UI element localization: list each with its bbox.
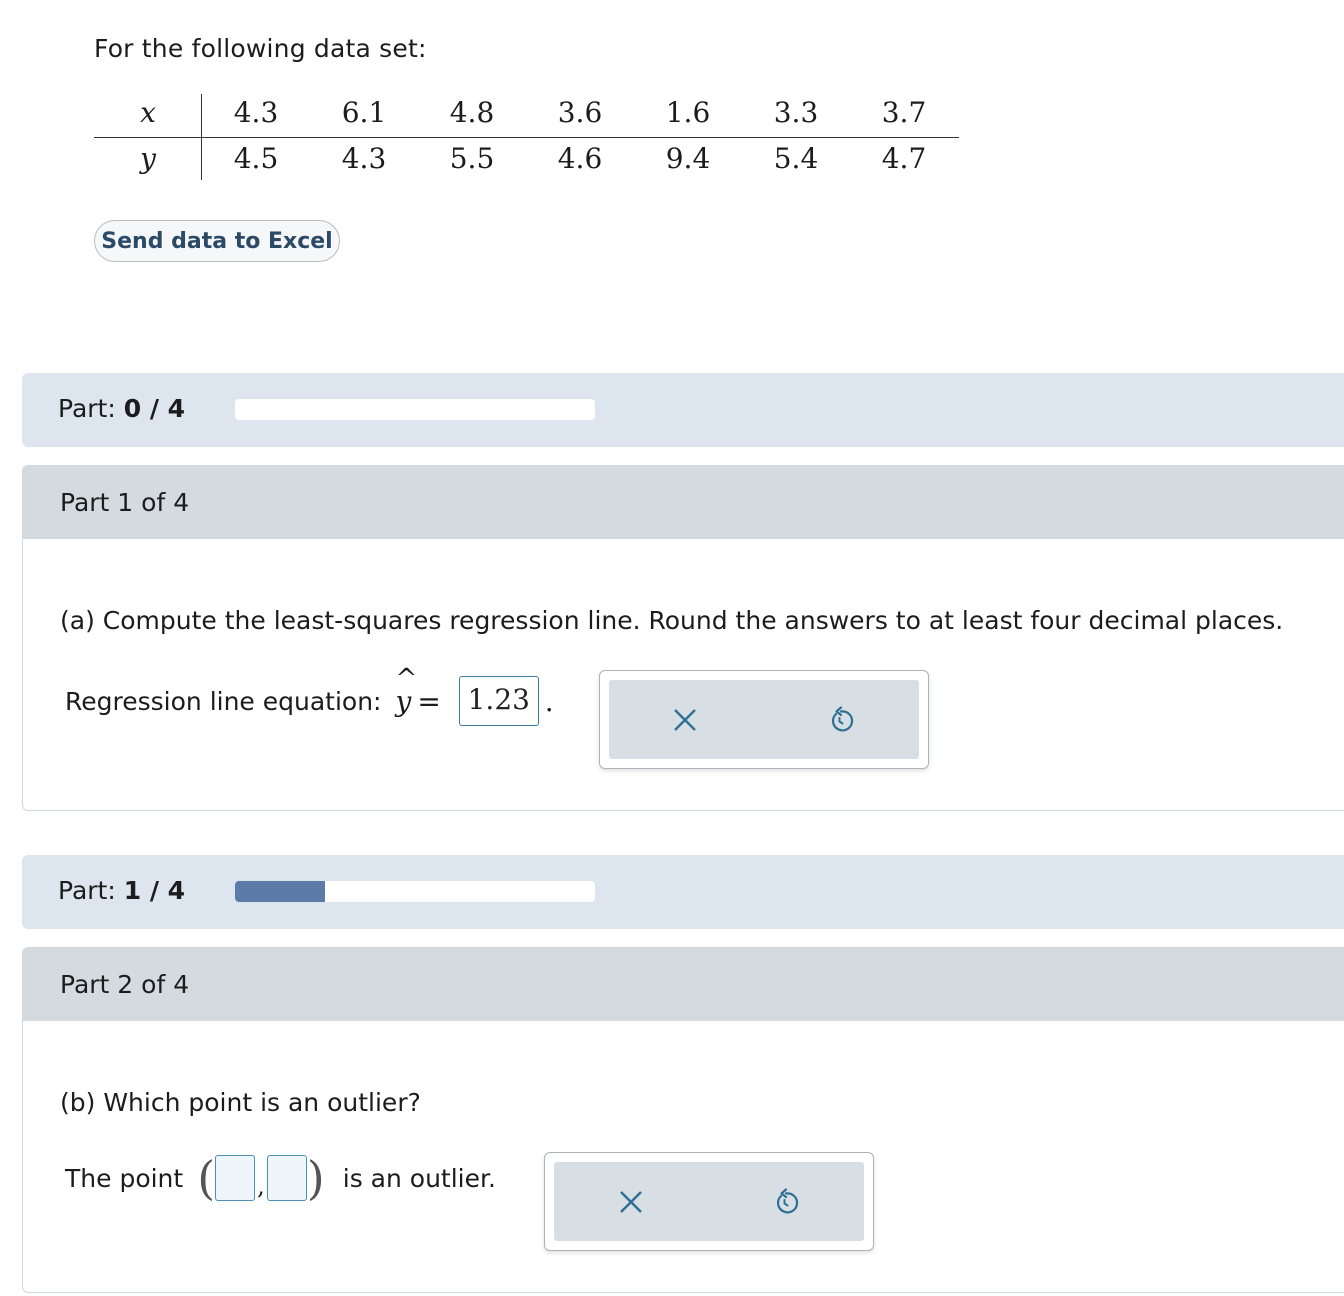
progress-label-text: Part: (58, 876, 116, 905)
equals-sign: = (417, 684, 441, 718)
regression-equation (65, 663, 554, 726)
progress-bar (235, 399, 595, 420)
y-value: 5.5 (449, 142, 495, 175)
question-text: (b) Which point is an outlier? (60, 1088, 421, 1117)
regression-answer-input[interactable]: 1.23 (459, 676, 539, 726)
y-value: 4.6 (557, 142, 603, 175)
answer-tools-inner (609, 680, 919, 759)
intro-text: For the following data set: (94, 34, 427, 63)
x-value: 4.8 (449, 96, 495, 129)
x-value: 3.6 (557, 96, 603, 129)
point-y-input[interactable] (267, 1155, 307, 1201)
send-to-excel-button[interactable]: Send data to Excel (94, 220, 340, 262)
y-value: 4.3 (341, 142, 387, 175)
undo-icon[interactable] (772, 1188, 800, 1216)
x-value: 3.7 (881, 96, 927, 129)
data-table (94, 94, 959, 182)
y-value: 4.5 (233, 142, 279, 175)
y-value: 5.4 (773, 142, 819, 175)
y-value: 9.4 (665, 142, 711, 175)
undo-icon[interactable] (827, 706, 855, 734)
part-title: Part 1 of 4 (60, 488, 190, 517)
x-value: 4.3 (233, 96, 279, 129)
comma: , (257, 1172, 265, 1200)
point-suffix: is an outlier. (342, 1163, 496, 1193)
part-title: Part 2 of 4 (60, 970, 190, 999)
table-divider-horizontal (94, 137, 959, 138)
x-value: 6.1 (341, 96, 387, 129)
y-label: y (140, 142, 156, 175)
point-x-input[interactable] (215, 1155, 255, 1201)
hat-icon: ^ (395, 663, 418, 694)
close-paren: ) (306, 1151, 325, 1205)
progress-value: 0 / 4 (123, 394, 186, 423)
progress-value: 1 / 4 (123, 876, 186, 905)
progress-bar (235, 881, 595, 902)
progress-bar-fill (235, 881, 325, 902)
x-value: 3.3 (773, 96, 819, 129)
progress-label-text: Part: (58, 394, 116, 423)
part-header (23, 948, 1344, 1021)
y-hat-symbol (395, 663, 418, 718)
answer-tools-panel (544, 1152, 874, 1251)
progress-label (58, 876, 185, 905)
period: . (544, 684, 554, 718)
part-header (23, 466, 1344, 539)
x-value: 1.6 (665, 96, 711, 129)
x-icon[interactable] (618, 1189, 644, 1215)
open-paren: ( (197, 1151, 216, 1205)
x-icon[interactable] (672, 707, 698, 733)
outlier-point-answer (65, 1151, 496, 1205)
progress-band (22, 373, 1344, 447)
y-value: 4.7 (881, 142, 927, 175)
point-prefix: The point (65, 1163, 184, 1193)
x-label: x (140, 96, 156, 129)
equation-label: Regression line equation: (65, 686, 382, 716)
y-hat-letter: y (395, 684, 412, 718)
progress-band (22, 855, 1344, 929)
progress-label (58, 394, 185, 423)
question-text: (a) Compute the least-squares regression line. Round the answers to at least four decimal places. (60, 606, 1284, 635)
answer-tools-inner (554, 1162, 864, 1241)
answer-tools-panel (599, 670, 929, 769)
